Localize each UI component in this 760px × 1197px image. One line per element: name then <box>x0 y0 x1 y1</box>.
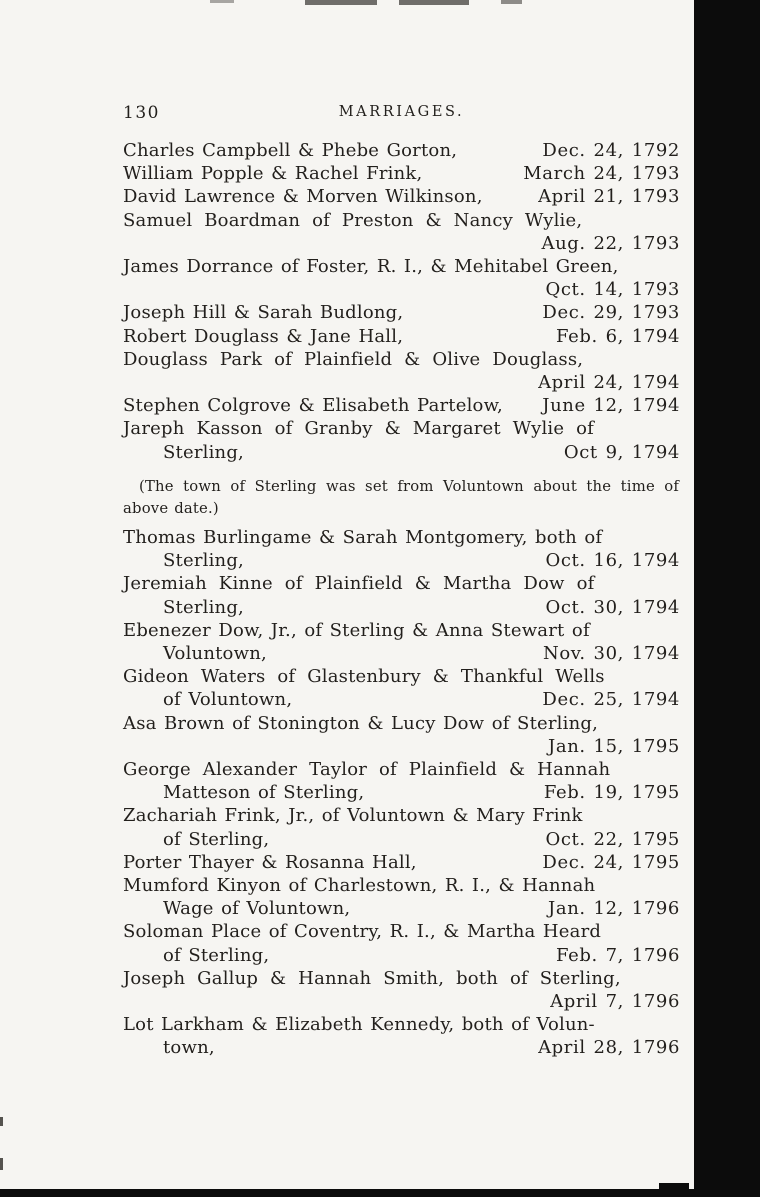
record-date: March 24, 1793 <box>523 163 680 185</box>
record-line <box>123 781 680 804</box>
record-names: Robert Douglass & Jane Hall, <box>123 325 404 347</box>
marriage-records-block-1 <box>123 139 680 464</box>
record-date: April 21, 1793 <box>538 186 680 208</box>
record-names: town, <box>163 1037 215 1059</box>
record-names: Douglass Park of Plainfield & Olive Douglass, <box>123 348 584 370</box>
record-line <box>123 874 680 897</box>
record-line <box>123 526 680 549</box>
record-line <box>123 688 680 711</box>
record-names: Sterling, <box>163 550 244 572</box>
record-names: Porter Thayer & Rosanna Hall, <box>123 851 417 873</box>
town-note-line-1: (The town of Sterling was set from Voluntown about the time of <box>139 478 680 495</box>
record-date: Jan. 12, 1796 <box>548 898 680 920</box>
record-names: Soloman Place of Coventry, R. I., & Martha Heard <box>123 921 602 943</box>
record-names: Ebenezer Dow, Jr., of Sterling & Anna Stewart of <box>123 619 590 641</box>
record-line <box>123 1013 680 1036</box>
record-date: Dec. 29, 1793 <box>542 302 680 324</box>
record-line <box>123 394 680 417</box>
record-line <box>123 278 680 301</box>
record-date: Dec. 24, 1795 <box>542 851 680 873</box>
record-names: Joseph Gallup & Hannah Smith, both of Sterling, <box>123 967 621 989</box>
record-date: Oct 9, 1794 <box>563 441 680 463</box>
record-names: of Sterling, <box>163 828 270 850</box>
record-line <box>123 920 680 943</box>
record-date: Dec. 25, 1794 <box>542 689 680 711</box>
record-date: Nov. 30, 1794 <box>542 643 680 665</box>
record-line <box>123 348 680 371</box>
record-line <box>123 301 680 324</box>
record-line <box>123 712 680 735</box>
record-line <box>123 944 680 967</box>
record-names: of Voluntown, <box>163 689 293 711</box>
town-note-line-2: above date.) <box>123 499 219 517</box>
scan-black-edge-bottom <box>0 1189 760 1197</box>
record-names: Wage of Voluntown, <box>163 898 351 920</box>
record-line <box>123 255 680 278</box>
record-names: Thomas Burlingame & Sarah Montgomery, both of <box>123 527 603 548</box>
record-line <box>123 804 680 827</box>
record-line <box>123 417 680 440</box>
record-date: June 12, 1794 <box>542 395 680 417</box>
record-names: Voluntown, <box>163 643 267 665</box>
record-names: Lot Larkham & Elizabeth Kennedy, both of Volun- <box>123 1014 595 1036</box>
marriage-records-block-2 <box>123 526 680 1060</box>
record-line <box>123 735 680 758</box>
record-line <box>123 990 680 1013</box>
record-line <box>123 758 680 781</box>
record-date: Qct. 14, 1793 <box>545 279 680 301</box>
record-date: Feb. 6, 1794 <box>555 325 680 347</box>
record-date: Feb. 19, 1795 <box>543 782 680 804</box>
record-line <box>123 619 680 642</box>
record-line <box>123 665 680 688</box>
record-names: Samuel Boardman of Preston & Nancy Wylie, <box>123 209 583 231</box>
record-line <box>123 232 680 255</box>
record-line <box>123 897 680 920</box>
page-title: MARRIAGES. <box>338 104 465 120</box>
record-names: Sterling, <box>163 441 244 463</box>
record-names: of Sterling, <box>163 944 270 966</box>
record-names: George Alexander Taylor of Plainfield & Hannah <box>123 759 611 781</box>
town-note <box>123 476 680 519</box>
record-names: Asa Brown of Stonington & Lucy Dow of Sterling, <box>123 712 599 734</box>
record-line <box>123 572 680 595</box>
record-names: Charles Campbell & Phebe Gorton, <box>123 140 458 161</box>
page-content <box>123 0 680 1197</box>
record-line <box>123 185 680 208</box>
record-line <box>123 596 680 619</box>
scan-black-edge-right <box>694 0 760 1197</box>
record-names: James Dorrance of Foster, R. I., & Mehitabel Green, <box>123 256 619 278</box>
record-date: Oct. 30, 1794 <box>545 596 680 618</box>
scan-artifact <box>0 1117 3 1126</box>
page-header <box>123 101 680 123</box>
record-line <box>123 139 680 162</box>
record-date: April 24, 1794 <box>538 372 680 394</box>
page-number: 130 <box>123 103 160 123</box>
record-line <box>123 441 680 464</box>
record-date: Oct. 22, 1795 <box>545 828 680 850</box>
record-names: Jeremiah Kinne of Plainfield & Martha Dow of <box>123 573 595 595</box>
record-date: Aug. 22, 1793 <box>541 232 680 254</box>
record-date: Oct. 16, 1794 <box>545 550 680 572</box>
record-line <box>123 851 680 874</box>
record-names: Gideon Waters of Glastenbury & Thankful Wells <box>123 666 605 688</box>
record-date: April 7, 1796 <box>550 991 680 1013</box>
record-names: Joseph Hill & Sarah Budlong, <box>123 302 404 324</box>
record-names: David Lawrence & Morven Wilkinson, <box>123 186 483 208</box>
record-date: Jan. 15, 1795 <box>548 735 680 757</box>
record-names: Matteson of Sterling, <box>163 782 365 804</box>
record-date: Dec. 24, 1792 <box>542 140 680 161</box>
record-names: William Popple & Rachel Frink, <box>123 163 423 185</box>
record-line <box>123 642 680 665</box>
record-names: Mumford Kinyon of Charlestown, R. I., & Hannah <box>123 875 596 897</box>
record-date: Feb. 7, 1796 <box>555 944 680 966</box>
record-names: Sterling, <box>163 596 244 618</box>
record-date: April 28, 1796 <box>538 1037 680 1059</box>
record-line <box>123 549 680 572</box>
scan-artifact <box>0 1158 3 1170</box>
record-names: Stephen Colgrove & Elisabeth Partelow, <box>123 395 503 417</box>
record-line <box>123 828 680 851</box>
record-line <box>123 209 680 232</box>
record-names: Zachariah Frink, Jr., of Voluntown & Mary Frink <box>123 805 583 827</box>
record-line <box>123 325 680 348</box>
record-line <box>123 967 680 990</box>
record-line <box>123 1036 680 1059</box>
record-line <box>123 371 680 394</box>
record-names: Jareph Kasson of Granby & Margaret Wylie of <box>123 418 595 440</box>
record-line <box>123 162 680 185</box>
